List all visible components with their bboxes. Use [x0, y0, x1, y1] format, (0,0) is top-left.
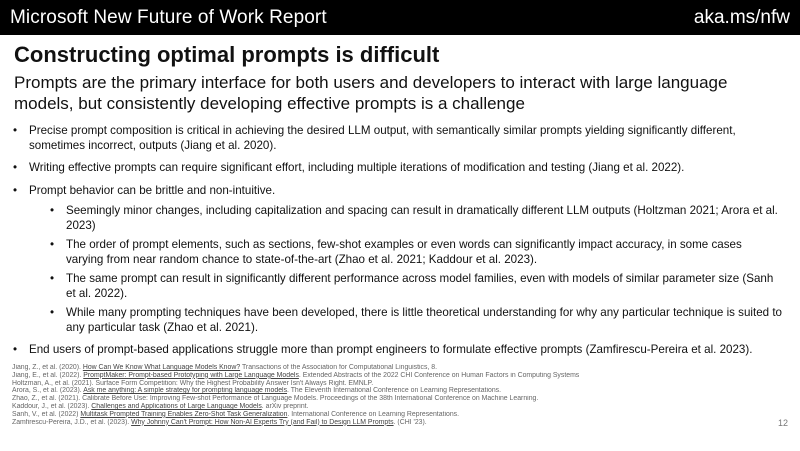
- reference-text: . Extended Abstracts of the 2022 CHI Conference on Human Factors in Computing Systems: [298, 371, 580, 379]
- reference-text: Jiang, E., et al. (2022).: [12, 371, 84, 379]
- sub-bullet-item: • The same prompt can result in significantly different performance across model families, even with models of similar parameter size (Sanh et al. 2022).: [49, 272, 782, 301]
- reference-item: [12, 387, 772, 395]
- reference-item: [12, 419, 772, 427]
- reference-text: Holtzman, A., et al. (2021). Surface Form Competition: Why the Highest Probability Answer Isn't Always Right. EMNLP.: [12, 379, 374, 387]
- sub-bullet-list: [29, 204, 782, 335]
- bullet-text: Prompt behavior can be brittle and non-intuitive.: [29, 183, 276, 197]
- reference-text: Sanh, V., et al. (2022): [12, 410, 81, 418]
- reference-text: . arXiv preprint.: [261, 402, 309, 410]
- reference-text: . (CHI '23).: [393, 418, 427, 426]
- reference-text: . The Eleventh International Conference on Learning Representations.: [287, 387, 502, 395]
- reference-text: Transactions of the Association for Computational Linguistics, 8.: [240, 364, 438, 371]
- report-title: Microsoft New Future of Work Report: [10, 7, 327, 28]
- bullet-item: [12, 184, 782, 336]
- bullet-text: Precise prompt composition is critical in achieving the desired LLM output, with semantically similar prompts yielding significantly different, sometimes incorrect, outputs (Jiang et al. 2020).: [29, 124, 736, 152]
- reference-link[interactable]: PromptMaker: Prompt-based Prototyping with Large Language Models: [83, 371, 299, 379]
- reference-text: Zhao, Z., et al. (2021). Calibrate Before Use: Improving Few-shot Performance of Language Models. Proceedings of the 38th International Conference on Machine Learning.: [12, 395, 539, 403]
- reference-text: Kaddour, J., et al. (2023).: [12, 402, 92, 410]
- reference-link[interactable]: Challenges and Applications of Large Language Models: [91, 402, 262, 410]
- bullet-text: End users of prompt-based applications struggle more than prompt engineers to formulate effective prompts (Zamfirescu-Pereira et al. 2023).: [29, 343, 753, 356]
- reference-text: Jiang, Z., et al. (2020).: [12, 364, 83, 371]
- header-bar: [0, 0, 800, 35]
- reference-item: [12, 403, 772, 411]
- sub-bullet-item: • The order of prompt elements, such as sections, few-shot examples or even words can significantly impact accuracy, in some cases varying from near random chance to state-of-the-art (Zhao et al. 2021; Kaddour et al. 2023).: [49, 238, 782, 267]
- reference-item: [12, 372, 772, 380]
- reference-text: Arora, S., et al. (2023).: [12, 387, 84, 395]
- bullet-item: [12, 343, 782, 358]
- bullet-list: [12, 124, 782, 366]
- page-number: 12: [777, 418, 788, 428]
- reference-item: [12, 395, 772, 403]
- reference-link[interactable]: Why Johnny Can't Prompt: How Non-AI Experts Try (and Fail) to Design LLM Prompts: [131, 418, 394, 426]
- slide-title: Constructing optimal prompts is difficult: [14, 42, 440, 67]
- bullet-text: Writing effective prompts can require significant effort, including multiple iterations of modification and testing (Jiang et al. 2022).: [29, 161, 685, 174]
- reference-item: [12, 411, 772, 419]
- reference-text: . International Conference on Learning Representations.: [287, 410, 460, 418]
- reference-link[interactable]: Multitask Prompted Training Enables Zero-Shot Task Generalization: [80, 410, 288, 418]
- reference-item: [12, 364, 772, 372]
- bullet-item: [12, 161, 782, 176]
- reference-text: Zamfirescu-Pereira, J.D., et al. (2023).: [12, 418, 132, 426]
- reference-link[interactable]: How Can We Know What Language Models Know?: [82, 364, 241, 371]
- slide-subtitle: Prompts are the primary interface for both users and developers to interact with large language models, but consistently developing effective prompts is a challenge: [14, 73, 728, 113]
- reference-item: [12, 380, 772, 388]
- report-link[interactable]: aka.ms/nfw: [693, 7, 790, 28]
- references: [12, 364, 772, 426]
- sub-bullet-item: • Seemingly minor changes, including capitalization and spacing can result in dramatically different LLM outputs (Holtzman 2021; Arora et al. 2023): [49, 204, 782, 233]
- reference-link[interactable]: Ask me anything: A simple strategy for prompting language models: [83, 387, 288, 395]
- bullet-item: [12, 124, 782, 153]
- sub-bullet-item: • While many prompting techniques have been developed, there is little theoretical understanding for why any particular technique is suited to any particular task (Zhao et al. 2021).: [49, 306, 782, 335]
